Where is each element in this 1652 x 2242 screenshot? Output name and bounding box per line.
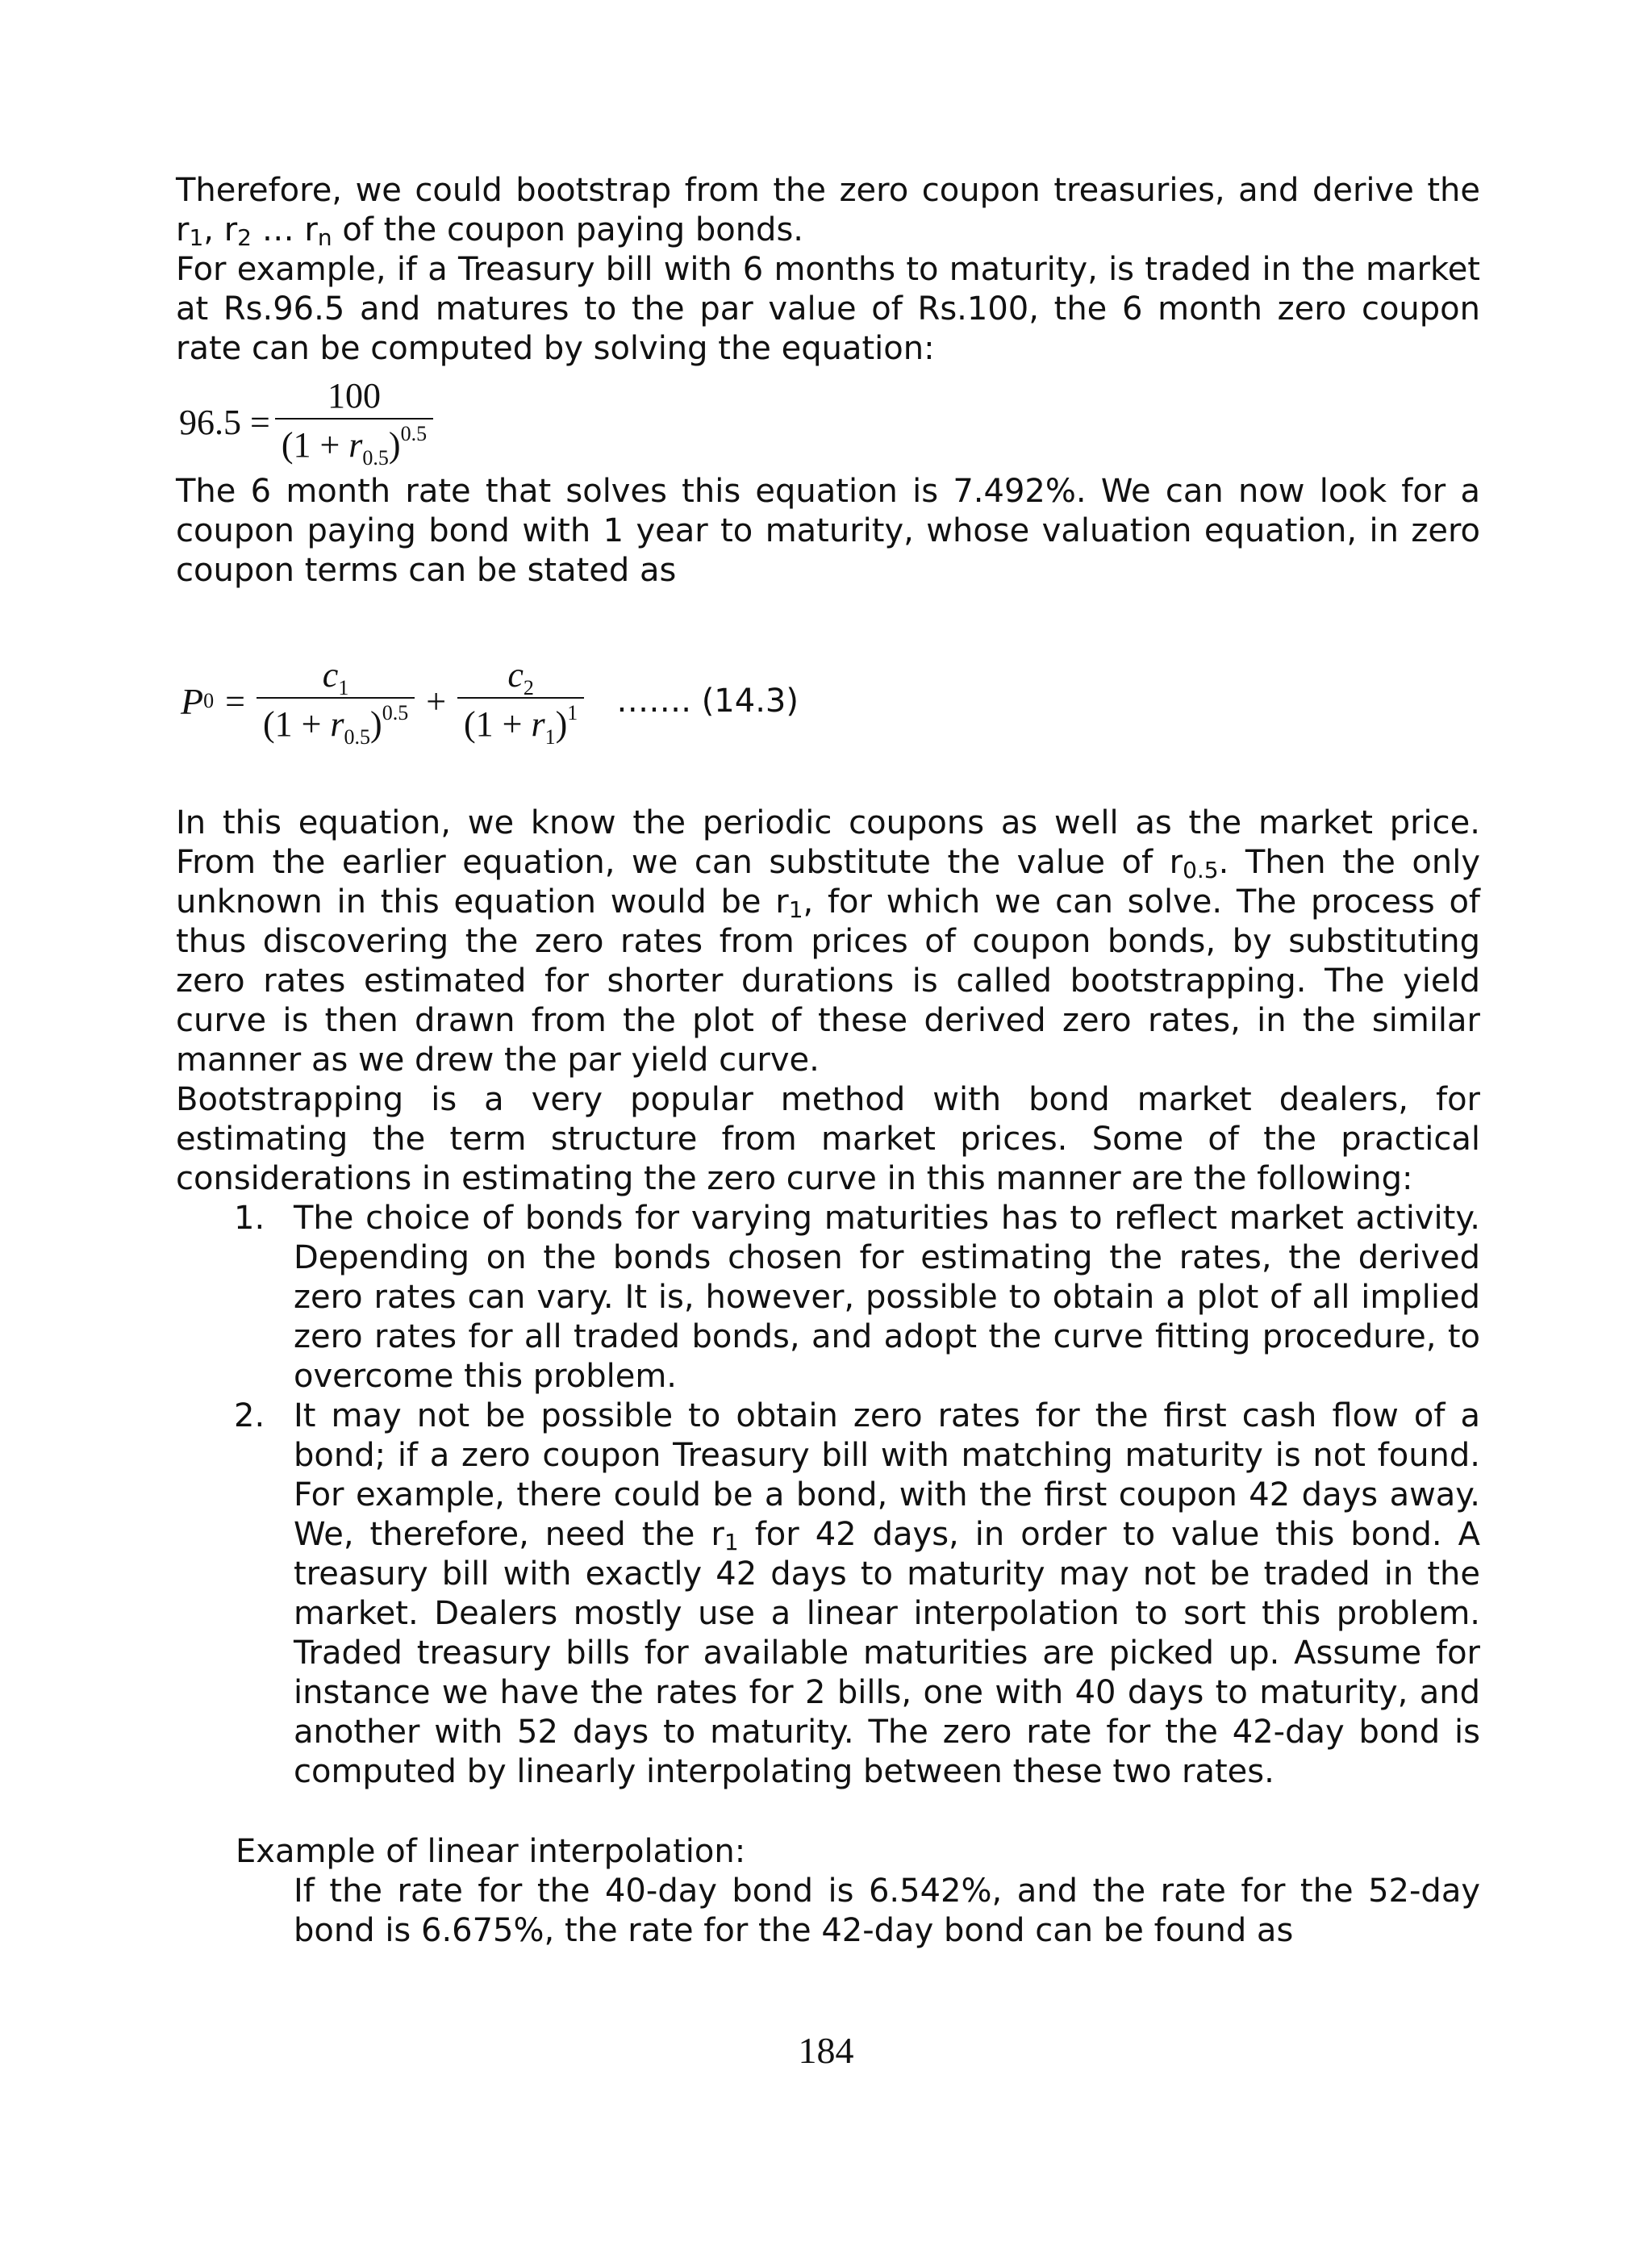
paren-close: ): [388, 425, 401, 465]
equals-sign: =: [225, 681, 245, 721]
fraction-term-2: [457, 655, 584, 747]
fraction-denominator: [257, 697, 415, 747]
paren-open: (1 +: [262, 704, 331, 744]
paren-close: ): [370, 704, 382, 744]
exponent: 0.5: [400, 422, 428, 445]
equation-14-3: P 0 = $\frac{c_1}{(1 + r_{0.5})^{0.5}}$ + $\frac{c_2}{(1 + r_1)^1}$ ……. (14.3): [181, 655, 799, 749]
subscript: 2: [523, 676, 534, 699]
fraction-numerator: [501, 655, 540, 697]
paragraph-bootstrap-intro: [176, 171, 1480, 250]
paragraph-practical-considerations: Bootstrapping is a very popular method with bond market dealers, for estimating the term structure from market prices. Some of the practical considerations in estimating the zero curve in this manner are the following:: [176, 1081, 1480, 1197]
text: , for which we can solve. The process of thus discovering the zero rates from prices of coupon bonds, by substituting zero rates estimated for shorter durations is called bootstrapping. The yield curve is then drawn from the plot of these derived zero rates, in the similar manner as we drew the par yield curve.: [176, 883, 1481, 1079]
example-text: If the rate for the 40-day bond is 6.542%, and the rate for the 52-day bond is 6.675%, the rate for the 42-day bond can be found as: [294, 1873, 1480, 1949]
variable: c: [322, 655, 339, 695]
subscript: 1: [338, 676, 349, 699]
paren-close: ): [555, 704, 568, 744]
equation-six-month-rate: [176, 372, 1480, 472]
considerations-list: [176, 1199, 1480, 1792]
text: . Then the only unknown in this equation would be r: [176, 844, 1480, 921]
paren-open: (1 +: [464, 704, 532, 744]
variable: r: [330, 704, 344, 744]
example-heading: Example of linear interpolation:: [236, 1833, 746, 1870]
subscript: 1: [724, 1529, 739, 1555]
text: of the coupon paying bonds.: [332, 211, 804, 248]
subscript: 0.5: [344, 725, 371, 749]
fraction-numerator: 100: [327, 376, 381, 415]
text: , r: [203, 211, 238, 248]
equation-lhs: 96.5 =: [179, 402, 270, 442]
subscript: 1: [189, 224, 204, 251]
list-item-text: The choice of bonds for varying maturities has to reflect market activity. Depending on the bonds chosen for estimating the rates, the derived zero rates can vary. It is, however, possible to obtain a plot of all implied zero rates for all traded bonds, and adopt the curve fitting procedure, to overcome this problem.: [294, 1200, 1480, 1395]
subscript: 1: [544, 725, 556, 749]
paragraph-six-month-rate: The 6 month rate that solves this equation is 7.492%. We can now look for a coupon paying bond with 1 year to maturity, whose valuation equation, in zero coupon terms can be stated as: [176, 473, 1480, 589]
text: … r: [251, 211, 318, 248]
variable: r: [531, 704, 545, 744]
paren-open: (1 +: [281, 425, 349, 465]
variable: P: [181, 680, 204, 722]
list-item-text: It may not be possible to obtain zero rates for the first cash flow of a bond; if a zero coupon Treasury bill with matching maturity is not found. For example, there could be a bond, with the first coupon 42 days away. We, therefore, need the r: [294, 1397, 1480, 1553]
text: In this equation, we know the periodic coupons as well as the market price. From the earlier equation, we can substitute the value of r: [176, 804, 1480, 881]
list-item-text: for 42 days, in order to value this bond. A treasury bill with exactly 42 days to maturity may not be traded in the market. Dealers mostly use a linear interpolation to sort this problem. Traded treasury bills for available maturities are picked up. Assume for instance we have the rates for 2 bills, one with 40 days to maturity, and another with 52 days to maturity. The zero rate for the 42-day bond is computed by linearly interpolating between these two rates.: [294, 1516, 1480, 1790]
fraction-term-1: [257, 655, 415, 747]
page-number: 184: [798, 2030, 854, 2071]
page-body: [176, 171, 1480, 1951]
subscript: 1: [788, 896, 803, 923]
plus-sign: +: [426, 681, 447, 721]
variable: r: [348, 425, 363, 465]
exponent: 0.5: [382, 701, 409, 724]
exponent: 1: [567, 701, 578, 724]
subscript: 0.5: [1183, 857, 1219, 883]
list-item: [176, 1199, 1480, 1397]
fraction: [275, 376, 433, 468]
list-number: 1.: [234, 1200, 265, 1237]
fraction-denominator: [457, 697, 584, 747]
paragraph-bootstrapping-definition: [176, 804, 1480, 1080]
subscript: 2: [237, 224, 252, 251]
list-item: [176, 1397, 1480, 1792]
variable: c: [507, 655, 524, 695]
list-number: 2.: [234, 1397, 265, 1434]
fraction-denominator: [275, 418, 433, 468]
fraction-numerator: [316, 655, 356, 697]
text: Therefore, we could bootstrap from the zero coupon treasuries, and derive the r: [176, 172, 1480, 248]
equation-number: ……. (14.3): [616, 682, 799, 720]
subscript: 0.5: [362, 446, 389, 470]
subscript: n: [317, 224, 332, 251]
paragraph-treasury-example: For example, if a Treasury bill with 6 months to maturity, is traded in the market at Rs.96.5 and matures to the par value of Rs.100, the 6 month zero coupon rate can be computed by solving the equation:: [176, 251, 1480, 367]
